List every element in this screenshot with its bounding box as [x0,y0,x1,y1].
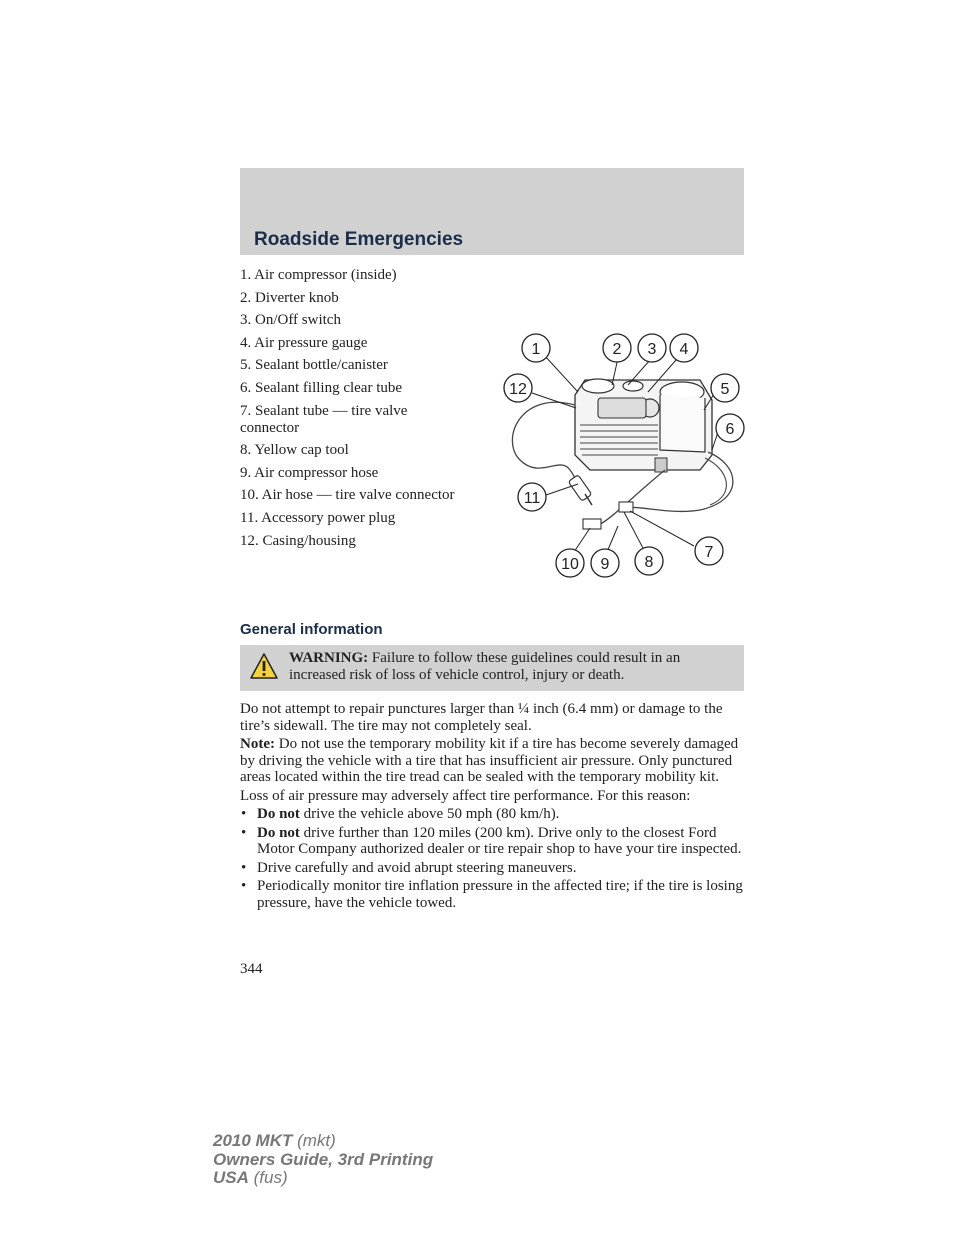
bullet-item [240,825,744,858]
callout-6 [716,414,744,442]
warning-triangle-icon [250,652,278,680]
list-item: 7. Sealant tube — tire valve connector [240,402,408,436]
callout-4 [670,334,698,362]
bullet-bold: Do not [257,806,300,822]
tire-mobility-kit-illustration [500,332,750,582]
list-item: 11. Accessory power plug [240,509,396,526]
list-item: 10. Air hose — tire valve connector [240,487,455,504]
list-item: 3. On/Off switch [240,312,341,329]
bullet-bold: Do not [257,824,300,841]
list-item: 4. Air pressure gauge [240,334,368,351]
callout-5 [711,374,739,402]
list-item: 6. Sealant filling clear tube [240,379,403,396]
list-item: 12. Casing/housing [240,532,356,549]
svg-text:7: 7 [704,544,714,561]
warning-text [289,650,735,683]
warning-message: Failure to follow these guidelines could result in an increased risk of loss of vehicle control, injury or death. [289,650,681,683]
page-number: 344 [240,961,263,977]
footer-line-3 [213,1169,433,1188]
bullet-item [240,878,744,911]
list-item: 5. Sealant bottle/canister [240,357,388,374]
footer-model: 2010 MKT [213,1131,293,1150]
compressor-body [575,379,712,472]
bullet-icon: • [241,878,247,894]
section-heading: General information [240,621,383,638]
svg-text:6: 6 [725,421,735,438]
bullet-icon: • [241,824,247,841]
list-item: 1. Air compressor (inside) [240,267,397,283]
footer-market: USA [213,1168,249,1187]
bullet-item [240,806,744,823]
power-plug-icon [568,475,592,505]
footer-model-code: (mkt) [297,1131,336,1150]
paragraph: Do not attempt to repair punctures larger than ¼ inch (6.4 mm) or damage to the tire’s sidewall. The tire may not completely seal. [240,701,723,734]
footer-line-2 [213,1151,433,1170]
note-paragraph [240,736,744,786]
callout-8 [635,547,663,575]
page-title: Roadside Emergencies [254,229,464,250]
callout-12 [504,374,532,402]
callout-7 [695,537,723,565]
svg-text:10: 10 [561,556,579,573]
note-text: Do not use the temporary mobility kit if a tire has become severely damaged by driving the vehicle with a tire that has insufficient air pressure. Only punctured areas located within the tire tread can be sealed with the temporary mobility kit. [240,736,739,785]
callout-2 [603,334,631,362]
footer-market-code: (fus) [253,1168,288,1187]
callout-3 [638,334,666,362]
footer-edition: Owners Guide, 3rd Printing [213,1149,434,1169]
bullet-text: Drive carefully and avoid abrupt steering maneuvers. [257,859,577,876]
svg-text:4: 4 [679,341,689,358]
warning-label: WARNING: [289,650,369,666]
bullet-icon: • [241,806,247,822]
warning-box [240,645,744,691]
bullet-text: Periodically monitor tire inflation pressure in the affected tire; if the tire is losing pressure, have the vehicle towed. [257,878,743,911]
paragraph: Loss of air pressure may adversely affect tire performance. For this reason: [240,787,691,804]
svg-text:12: 12 [509,381,527,398]
svg-text:2: 2 [612,341,622,358]
note-label: Note: [240,736,275,752]
footer-line-1 [213,1132,433,1151]
bullet-list [240,806,744,911]
callout-1 [522,334,550,362]
bullet-icon: • [241,859,247,876]
callout-10 [556,549,584,577]
bullet-text: drive the vehicle above 50 mph (80 km/h). [303,806,560,822]
svg-text:8: 8 [644,554,654,571]
bullet-item [240,860,744,877]
footer [213,1132,433,1188]
parts-list [240,267,490,555]
svg-text:3: 3 [647,341,657,358]
svg-text:5: 5 [720,381,730,398]
svg-text:9: 9 [600,556,610,573]
svg-text:1: 1 [531,341,541,358]
bullet-text: drive further than 120 miles (200 km). Drive only to the closest Ford Motor Company authorized dealer or tire repair shop to have your tire inspected. [257,824,742,857]
list-item: 9. Air compressor hose [240,464,379,481]
callout-9 [591,549,619,577]
callout-11 [518,483,546,511]
svg-text:11: 11 [523,490,541,507]
list-item: 8. Yellow cap tool [240,442,349,459]
list-item: 2. Diverter knob [240,289,339,306]
body-text [240,701,744,913]
